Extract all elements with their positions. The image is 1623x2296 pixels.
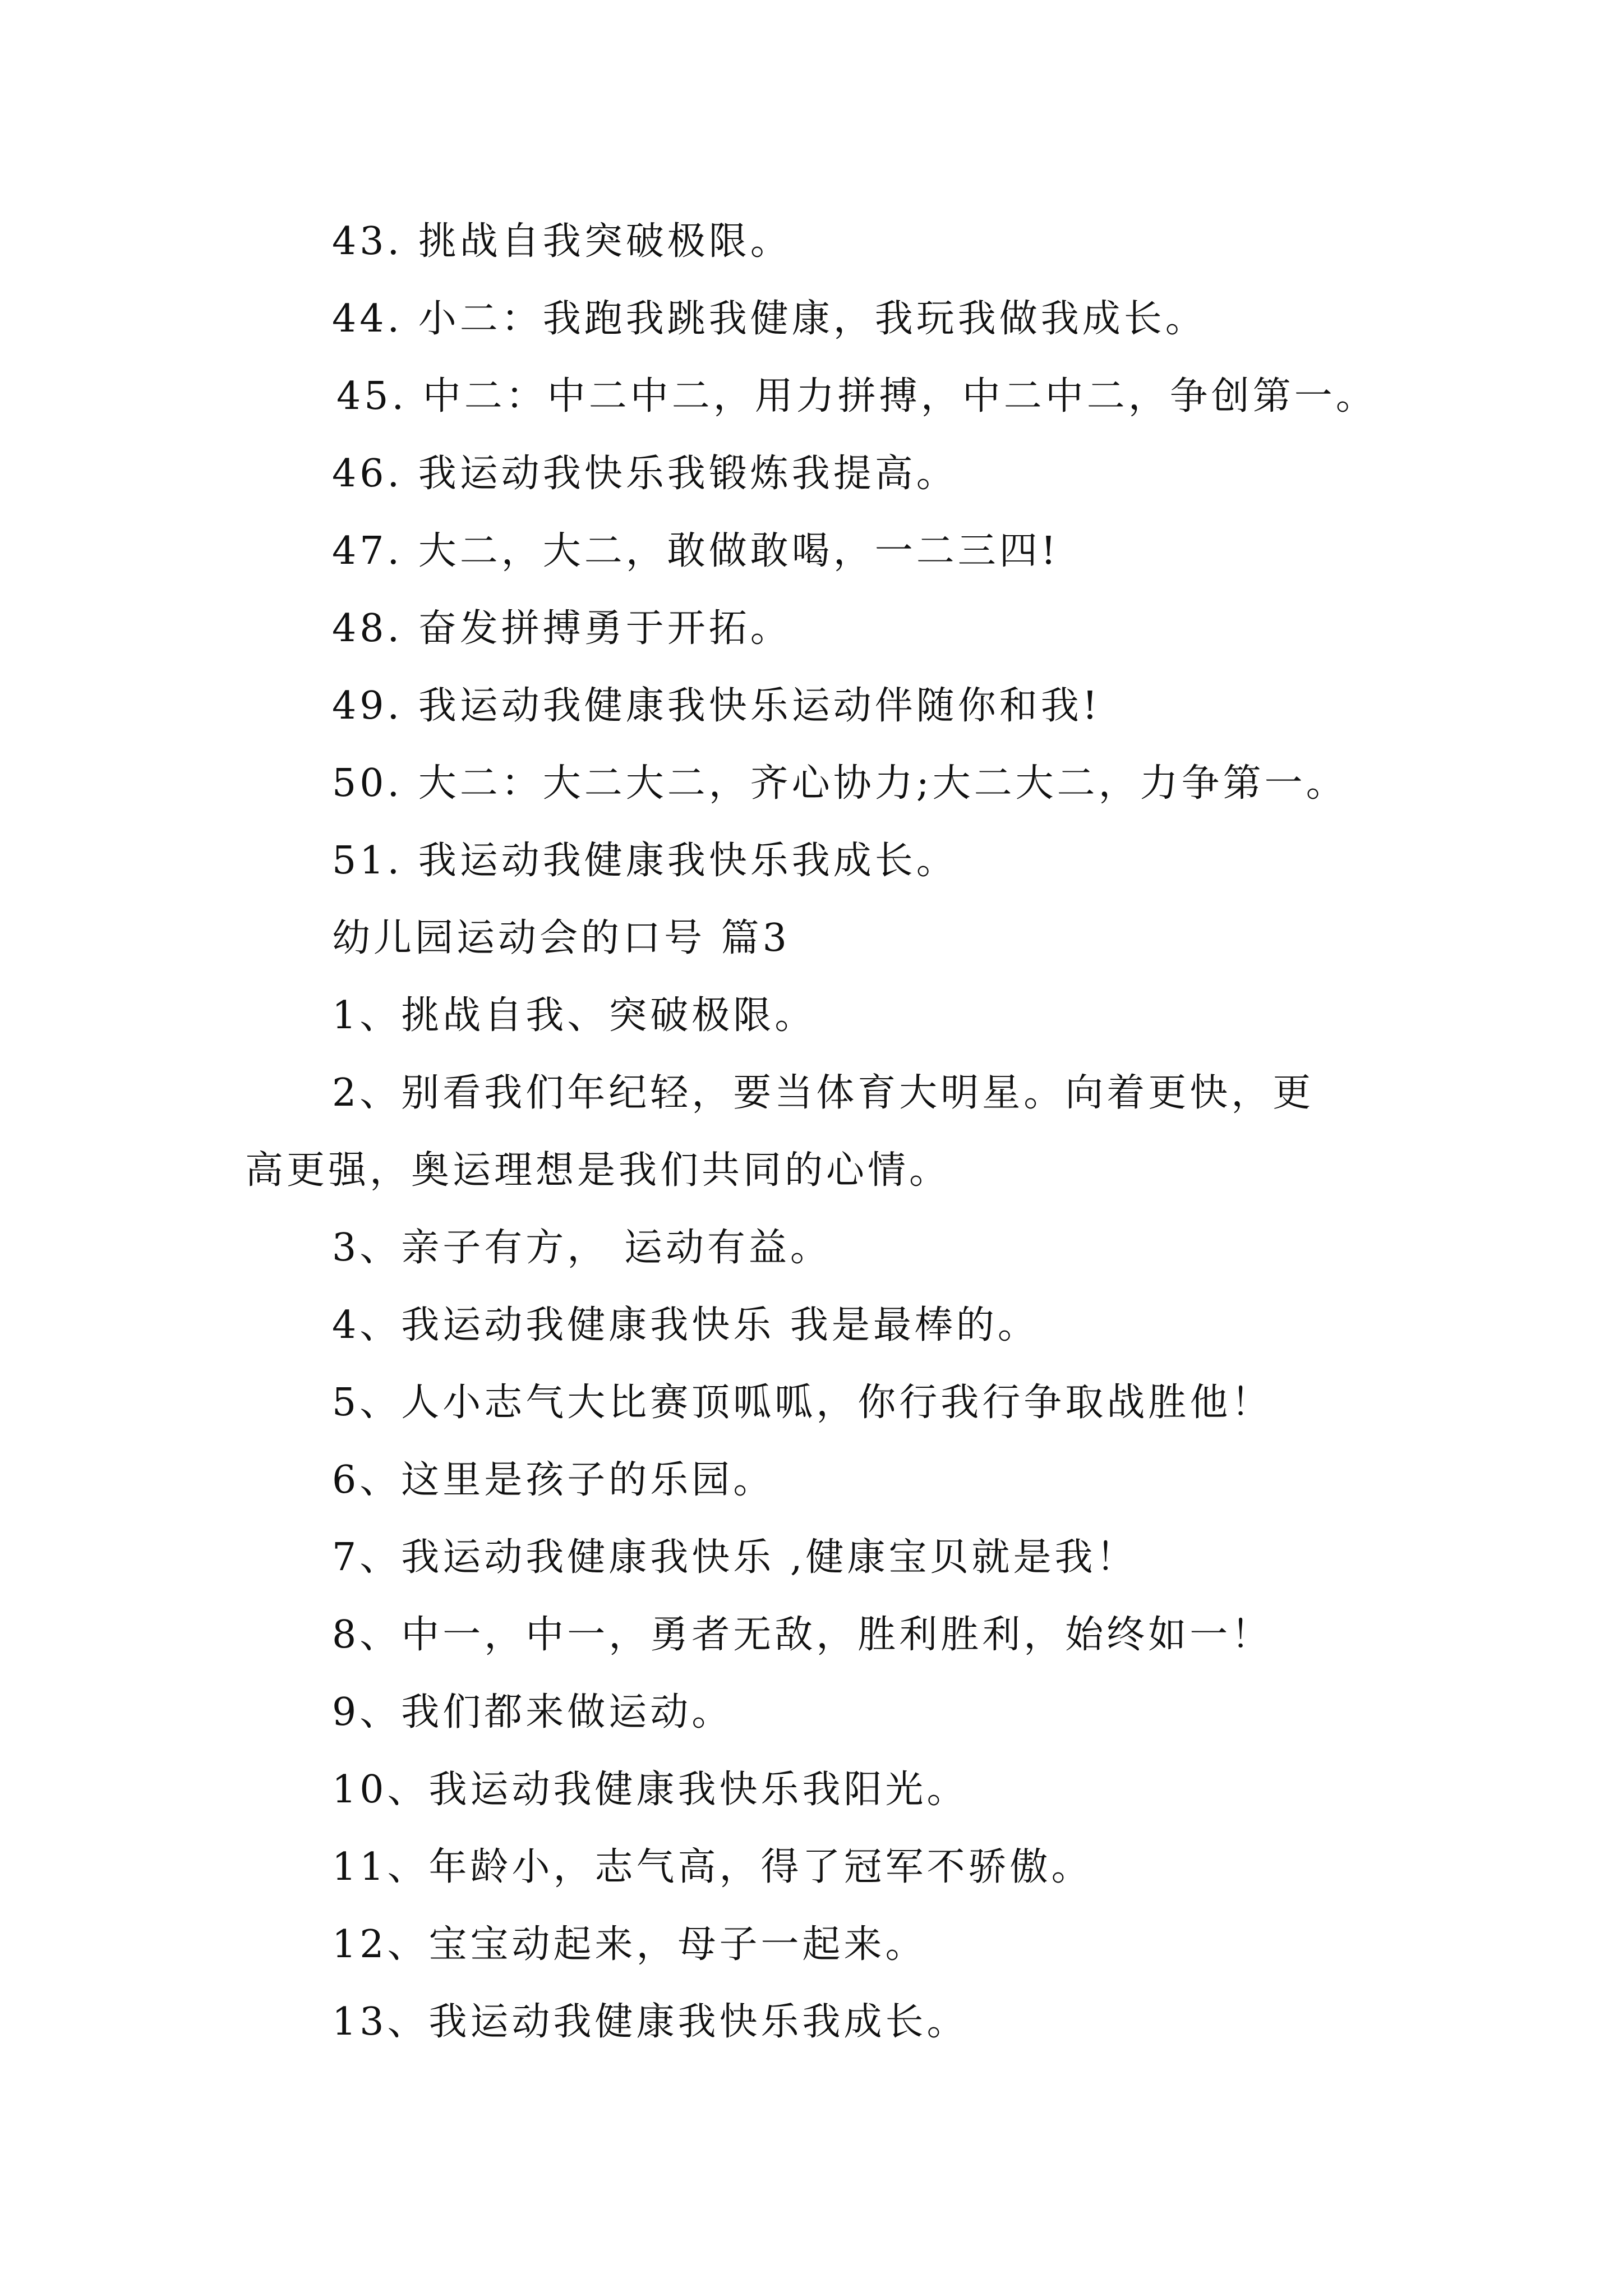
slogan-line-4: 4、我运动我健康我快乐 我是最棒的。: [332, 1303, 1039, 1347]
slogan-line-9: 9、我们都来做运动。: [332, 1690, 734, 1734]
slogan-line-11: 11、年龄小，志气高，得了冠军不骄傲。: [332, 1845, 1093, 1889]
slogan-line-2: 2、别看我们年纪轻，要当体育大明星。向着更快，更: [332, 1071, 1315, 1115]
slogan-line-51: 51. 我运动我健康我快乐我成长。: [332, 839, 958, 883]
slogan-line-2-continued: 高更强，奥运理想是我们共同的心情。: [245, 1148, 951, 1193]
slogan-line-48: 48. 奋发拼搏勇于开拓。: [332, 606, 792, 651]
slogan-line-3: 3、亲子有方， 运动有益。: [332, 1226, 832, 1270]
slogan-line-1: 1、挑战自我、突破极限。: [332, 993, 817, 1038]
slogan-line-47: 47. 大二，大二，敢做敢喝，一二三四!: [332, 529, 1060, 573]
slogan-line-10: 10、我运动我健康我快乐我阳光。: [332, 1768, 969, 1812]
slogan-line-13: 13、我运动我健康我快乐我成长。: [332, 2000, 969, 2044]
slogan-line-44: 44. 小二：我跑我跳我健康，我玩我做我成长。: [332, 297, 1207, 341]
slogan-line-49: 49. 我运动我健康我快乐运动伴随你和我!: [332, 684, 1101, 728]
slogan-line-8: 8、中一，中一，勇者无敌，胜利胜利，始终如一！: [332, 1613, 1273, 1657]
slogan-line-43: 43. 挑战自我突破极限。: [332, 219, 792, 264]
section-heading: 幼儿园运动会的口号 篇3: [332, 916, 790, 960]
slogan-line-50: 50. 大二：大二大二，齐心协力;大二大二，力争第一。: [332, 761, 1348, 806]
slogan-line-12: 12、宝宝动起来，母子一起来。: [332, 1922, 927, 1967]
slogan-line-6: 6、这里是孩子的乐园。: [332, 1458, 775, 1502]
slogan-line-45: 45. 中二：中二中二，用力拼搏，中二中二，争创第一。: [336, 374, 1377, 418]
slogan-line-46: 46. 我运动我快乐我锻炼我提高。: [332, 452, 958, 496]
slogan-line-5: 5、人小志气大比赛顶呱呱，你行我行争取战胜他！: [332, 1381, 1273, 1425]
slogan-line-7: 7、我运动我健康我快乐 ,健康宝贝就是我！: [332, 1535, 1138, 1580]
